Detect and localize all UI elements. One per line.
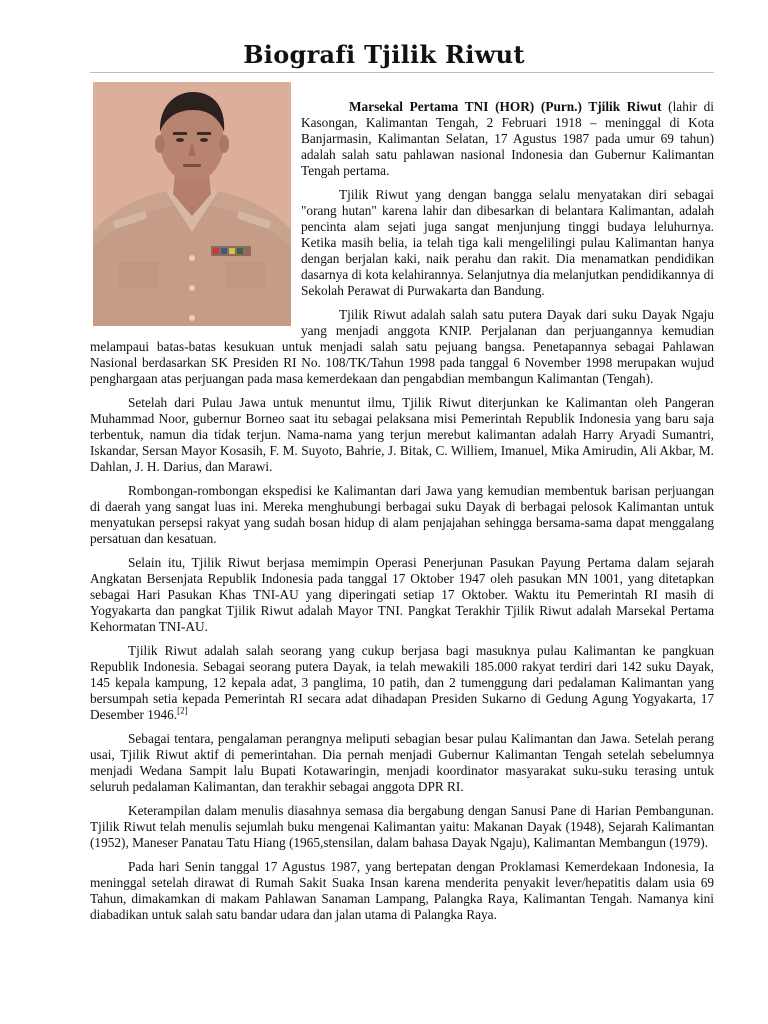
- biography-body: [90, 99, 714, 931]
- paragraph-4: Setelah dari Pulau Jawa untuk menuntut ilmu, Tjilik Riwut diterjunkan ke Kalimantan oleh Pangeran Muhammad Noor, gubernur Borneo saat itu sebagai pelaksana misi Pemerintah Republik Indonesia yang baru saja terbentuk, namun dia tidak terjun. Nama-nama yang terjun merebut kalimantan adalah Harry Aryadi Sumantri, Iskandar, Sersan Mayor Kosasih, F. M. Suyoto, Bahrie, J. Bitak, C. Williem, Imanuel, Mika Amirudin, Ali Akbar, M. Dahlan, J. H. Darius, dan Marawi.: [90, 395, 714, 474]
- paragraph-3: Tjilik Riwut adalah salah satu putera Dayak dari suku Dayak Ngaju yang menjadi anggota KNIP. Perjalanan dan perjuangannya kemudian melampaui batas-batas kesukuan untuk menjadi salah satu pejuang bangsa. Penetapannya sebagai Pahlawan Nasional berdasarkan SK Presiden RI No. 108/TK/Tahun 1998 pada tanggal 6 November 1998 merupakan wujud penghargaan atas perjuangan pada masa kemerdekaan dan pengabdian membangun Kalimantan (Tengah).: [90, 307, 714, 386]
- subject-name: Marsekal Pertama TNI (HOR) (Purn.) Tjilik Riwut: [349, 99, 662, 114]
- footnote-ref[interactable]: [2]: [177, 705, 188, 716]
- photo-spacer: [90, 99, 301, 333]
- paragraph-2: Tjilik Riwut yang dengan bangga selalu menyatakan diri sebagai "orang hutan" karena lahir dan dibesarkan di belantara Kalimantan, adalah pencinta alam sejati juga sangat menjunjung tinggi budaya leluhurnya. Ketika masih belia, ia telah tiga kali mengelilingi pulau Kalimantan hanya dengan berjalan kaki, naik perahu dan rakit. Dia menamatkan pendidikan dasarnya di kota kelahirannya. Selanjutnya dia melanjutkan pendidikannya di Sekolah Perawat di Purwakarta dan Bandung.: [301, 187, 714, 298]
- title-divider: [90, 72, 714, 73]
- paragraph-8: Sebagai tentara, pengalaman perangnya meliputi sebagian besar pulau Kalimantan dan Jawa. Setelah perang usai, Tjilik Riwut aktif di pemerintahan. Dia pernah menjadi Gubernur Kalimantan Tengah setelah sebelumnya menjadi Wedana Sampit lalu Bupati Kotawaringin, menjadi koordinator masyarakat suku-suku terasing untuk seluruh pedalaman Kalimantan, dan terakhir sebagai anggota DPR RI.: [90, 731, 714, 794]
- paragraph-1: Marsekal Pertama TNI (HOR) (Purn.) Tjilik Riwut (lahir di Kasongan, Kalimantan Tengah, 2 Februari 1918 – meninggal di Kota Banjarmasin, Kalimantan Selatan, 17 Agustus 1987 pada umur 69 tahun) adalah salah satu pahlawan nasional Indonesia dan Gubernur Kalimantan Tengah pertama.: [301, 99, 714, 178]
- paragraph-5: Rombongan-rombongan ekspedisi ke Kalimantan dari Jawa yang kemudian membentuk barisan perjuangan di daerah yang sangat luas ini. Mereka menghubungi berbagai suku Dayak di berbagai pelosok Kalimantan untuk menyatukan persepsi rakyat yang sudah bosan hidup di alam penjajahan sehingga bersama-sama dapat menggalang persatuan dan kesatuan.: [90, 483, 714, 546]
- paragraph-6: Selain itu, Tjilik Riwut berjasa memimpin Operasi Penerjunan Pasukan Payung Pertama dalam sejarah Angkatan Bersenjata Republik Indonesia pada tanggal 17 Oktober 1947 oleh pasukan MN 1001, yang ditetapkan sebagai Hari Pasukan Khas TNI-AU yang diperingati setiap 17 Oktober. Waktu itu Pemerintah RI masih di Yogyakarta dan pangkat Tjilik Riwut adalah Mayor TNI. Pangkat Terakhir Tjilik Riwut adalah Marsekal Pertama Kehormatan TNI-AU.: [90, 555, 714, 634]
- paragraph-10: Pada hari Senin tanggal 17 Agustus 1987, yang bertepatan dengan Proklamasi Kemerdekaan Indonesia, Ia meninggal setelah dirawat di Rumah Sakit Suaka Insan karena menderita penyakit lever/hepatitis dalam usia 69 Tahun, dimakamkan di makam Pahlawan Sanaman Lampang, Palangka Raya, Kalimantan Tengah. Namanya kini diabadikan untuk salah satu bandar udara dan jalan utama di Palangka Raya.: [90, 859, 714, 922]
- paragraph-7: Tjilik Riwut adalah salah seorang yang cukup berjasa bagi masuknya pulau Kalimantan ke pangkuan Republik Indonesia. Sebagai seorang putera Dayak, ia telah mewakili 185.000 rakyat terdiri dari 142 suku Dayak, 145 kepala kampung, 12 kepala adat, 3 panglima, 10 patih, dan 2 tumenggung dari pedalaman Kalimantan yang bersumpah setia kepada Pemerintah RI secara adat dihadapan Presiden Sukarno di Gedung Agung Yogyakarta, 17 Desember 1946.[2]: [90, 643, 714, 722]
- page-title: Biografi Tjilik Riwut: [243, 40, 525, 69]
- paragraph-9: Keterampilan dalam menulis diasahnya semasa dia bergabung dengan Sanusi Pane di Harian Pembangunan. Tjilik Riwut telah menulis sejumlah buku mengenai Kalimantan yaitu: Makanan Dayak (1948), Sejarah Kalimantan (1952), Maneser Panatau Tatu Hiang (1965,stensilan, dalam bahasa Dayak Ngaju), Kalimantan Membangun (1979).: [90, 803, 714, 850]
